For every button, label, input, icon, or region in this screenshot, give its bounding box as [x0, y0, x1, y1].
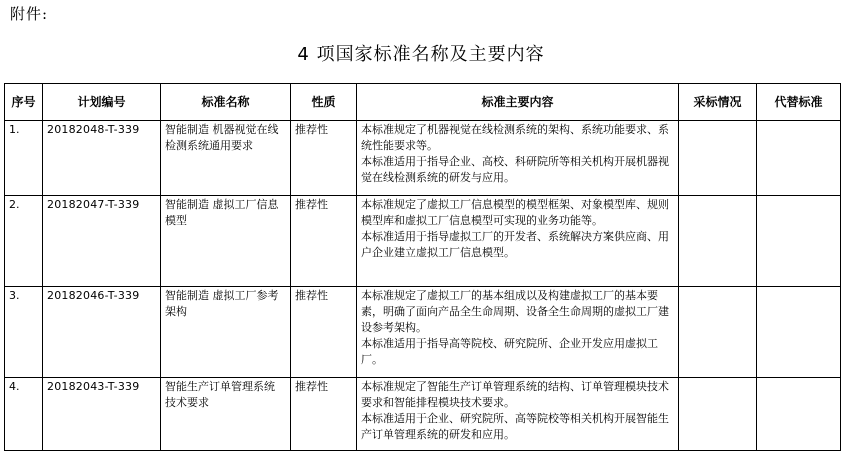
content-paragraph: 本标准适用于指导虚拟工厂的开发者、系统解决方案供应商、用户企业建立虚拟工厂信息模型。 [361, 230, 669, 259]
cell-code: 20182047-T-339 [43, 196, 161, 287]
table-row [5, 121, 841, 196]
col-header-nature: 性质 [291, 84, 357, 121]
cell-replaces [757, 287, 841, 378]
content-paragraph: 本标准规定了智能生产订单管理系统的结构、订单管理模块技术要求和智能排程模块技术要求。 [361, 380, 669, 409]
cell-content [357, 121, 679, 196]
cell-nature: 推荐性 [291, 196, 357, 287]
cell-nature: 推荐性 [291, 287, 357, 378]
cell-adoption [679, 378, 757, 451]
cell-replaces [757, 121, 841, 196]
cell-code: 20182046-T-339 [43, 287, 161, 378]
cell-name: 智能制造 机器视觉在线检测系统通用要求 [161, 121, 291, 196]
cell-num: 3. [5, 287, 43, 378]
cell-name: 智能制造 虚拟工厂参考架构 [161, 287, 291, 378]
table-header-row [5, 84, 841, 121]
col-header-content: 标准主要内容 [357, 84, 679, 121]
page-title: 4 项国家标准名称及主要内容 [297, 44, 545, 65]
cell-num: 1. [5, 121, 43, 196]
content-paragraph: 本标准适用于指导高等院校、研究院所、企业开发应用虚拟工厂。 [361, 337, 658, 366]
content-paragraph: 本标准规定了机器视觉在线检测系统的架构、系统功能要求、系统性能要求等。 [361, 123, 669, 152]
cell-content [357, 287, 679, 378]
col-header-replaces: 代替标准 [757, 84, 841, 121]
cell-nature: 推荐性 [291, 378, 357, 451]
table-row [5, 196, 841, 287]
cell-code: 20182043-T-339 [43, 378, 161, 451]
col-header-num: 序号 [5, 84, 43, 121]
content-paragraph: 本标准规定了虚拟工厂信息模型的模型框架、对象模型库、规则模型库和虚拟工厂信息模型可实现的业务功能等。 [361, 198, 669, 227]
cell-adoption [679, 196, 757, 287]
content-paragraph: 本标准规定了虚拟工厂的基本组成以及构建虚拟工厂的基本要素，明确了面向产品全生命周期、设备全生命周期的虚拟工厂建设参考架构。 [361, 289, 669, 334]
attachment-label: 附件: [10, 5, 49, 23]
cell-replaces [757, 378, 841, 451]
col-header-adoption: 采标情况 [679, 84, 757, 121]
cell-adoption [679, 121, 757, 196]
cell-content [357, 196, 679, 287]
cell-name: 智能制造 虚拟工厂信息模型 [161, 196, 291, 287]
cell-num: 4. [5, 378, 43, 451]
table-row [5, 378, 841, 451]
cell-name: 智能生产订单管理系统 技术要求 [161, 378, 291, 451]
cell-replaces [757, 196, 841, 287]
col-header-code: 计划编号 [43, 84, 161, 121]
standards-table [4, 83, 841, 451]
cell-code: 20182048-T-339 [43, 121, 161, 196]
col-header-name: 标准名称 [161, 84, 291, 121]
cell-nature: 推荐性 [291, 121, 357, 196]
cell-content [357, 378, 679, 451]
table-row [5, 287, 841, 378]
content-paragraph: 本标准适用于企业、研究院所、高等院校等相关机构开展智能生产订单管理系统的研发和应用。 [361, 412, 669, 441]
cell-adoption [679, 287, 757, 378]
content-paragraph: 本标准适用于指导企业、高校、科研院所等相关机构开展机器视觉在线检测系统的研发与应用。 [361, 155, 669, 184]
cell-num: 2. [5, 196, 43, 287]
